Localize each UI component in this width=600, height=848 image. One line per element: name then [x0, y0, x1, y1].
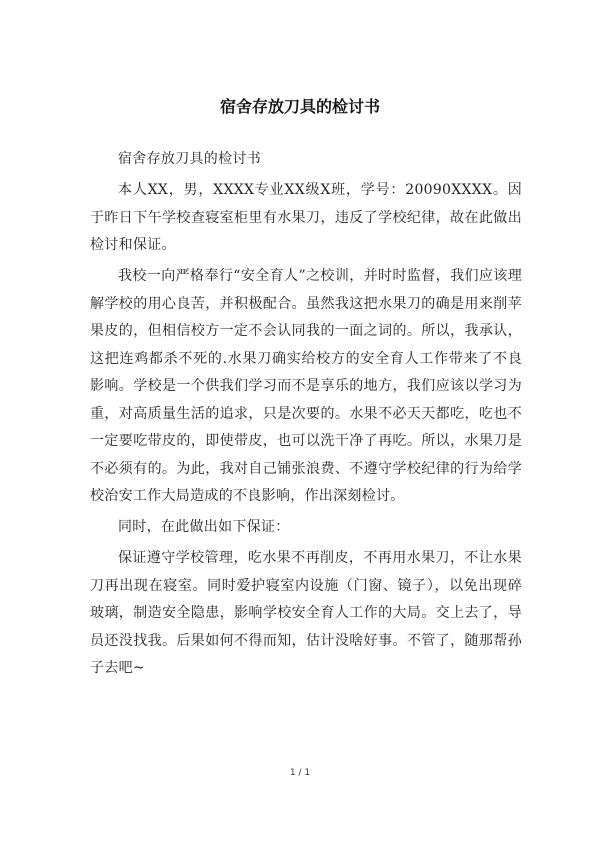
paragraph-guarantee-heading: 同时，在此做出如下保证：	[118, 519, 290, 535]
page-number: 1 / 1	[289, 768, 311, 778]
paragraph-subtitle: 宿舍存放刀具的检讨书	[118, 151, 261, 167]
document-title: 宿舍存放刀具的检讨书	[219, 97, 380, 116]
document-body	[90, 146, 522, 686]
paragraph-guarantee: 保证遵守学校管理，吃水果不再削皮，不再用水果刀，不让水果刀再出现在寝室。同时爱护寝室内设施（门窗、镜子），以免出现碎玻璃，制造安全隐患，影响学校安全育人工作的大局。交上去了，导员还没找我。后果如何不得而知，估计没啥好事。不管了，随那帮孙子去吧~	[90, 550, 522, 676]
paragraph-intro: 本人XX，男，XXXX专业XX级X班，学号：20090XXXX。因于昨日下午学校查寝室柜里有水果刀，违反了学校纪律，故在此做出检讨和保证。	[90, 182, 522, 253]
paragraph-reflection: 我校一向严格奉行“安全育人”之校训，并时时监督，我们应该理解学校的用心良苦，并积极配合。虽然我这把水果刀的确是用来削苹果皮的，但相信校方一定不会认同我的一面之词的。所以，我承认，这把连鸡都杀不死的.水果刀确实给校方的安全育人工作带来了不良影响。学校是一个供我们学习而不是享乐的地方，我们应该以学习为重，对高质量生活的追求，只是次要的。水果不必天天都吃，吃也不一定要吃带皮的，即使带皮，也可以洗干净了再吃。所以，水果刀是不必须有的。为此，我对自己铺张浪费、不遵守学校纪律的行为给学校治安工作大局造成的不良影响，作出深刻检讨。	[90, 268, 522, 504]
